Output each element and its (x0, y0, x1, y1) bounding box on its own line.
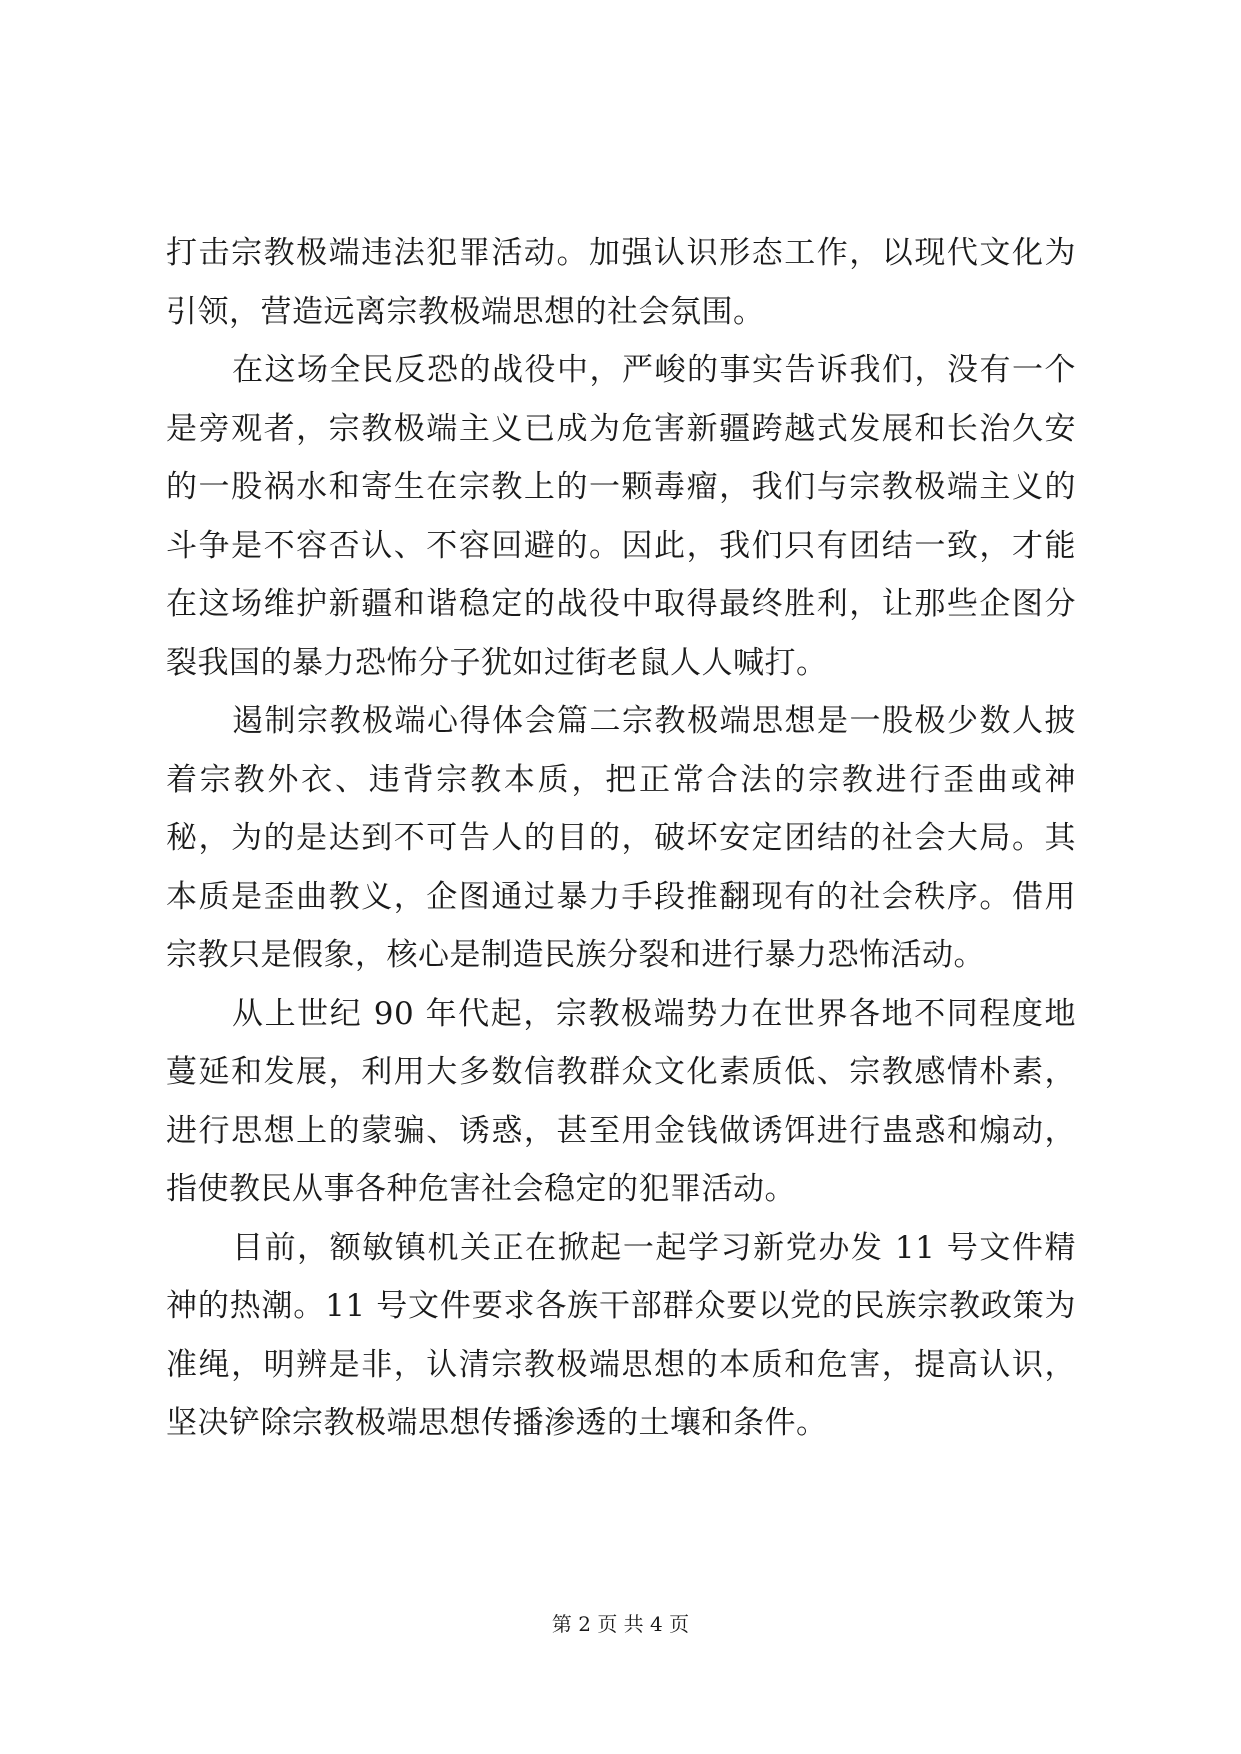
paragraph-continuation: 打击宗教极端违法犯罪活动。加强认识形态工作，以现代文化为引领，营造远离宗教极端思想的社会氛围。 (166, 235, 1076, 330)
paragraph: 从上世纪 90 年代起，宗教极端势力在世界各地不同程度地蔓延和发展，利用大多数信教群众文化素质低、宗教感情朴素，进行思想上的蒙骗、诱惑，甚至用金钱做诱饵进行蛊惑和煽动，指使教民从事各种危害社会稳定的犯罪活动。 (166, 995, 1076, 1207)
paragraph: 在这场全民反恐的战役中，严峻的事实告诉我们，没有一个是旁观者，宗教极端主义已成为危害新疆跨越式发展和长治久安的一股祸水和寄生在宗教上的一颗毒瘤，我们与宗教极端主义的斗争是不容否认、不容回避的。因此，我们只有团结一致，才能在这场维护新疆和谐稳定的战役中取得最终胜利，让那些企图分裂我国的暴力恐怖分子犹如过街老鼠人人喊打。 (166, 352, 1076, 681)
document-body (166, 224, 1076, 1453)
paragraph: 目前，额敏镇机关正在掀起一起学习新党办发 11 号文件精神的热潮。11 号文件要求各族干部群众要以党的民族宗教政策为准绳，明辨是非，认清宗教极端思想的本质和危害，提高认识，坚决铲除宗教极端思想传播渗透的土壤和条件。 (166, 1229, 1076, 1441)
page-number-footer: 第 2 页 共 4 页 (551, 1612, 690, 1636)
paragraph: 遏制宗教极端心得体会篇二宗教极端思想是一股极少数人披着宗教外衣、违背宗教本质，把正常合法的宗教进行歪曲或神秘，为的是达到不可告人的目的，破坏安定团结的社会大局。其本质是歪曲教义，企图通过暴力手段推翻现有的社会秩序。借用宗教只是假象，核心是制造民族分裂和进行暴力恐怖活动。 (166, 703, 1076, 973)
